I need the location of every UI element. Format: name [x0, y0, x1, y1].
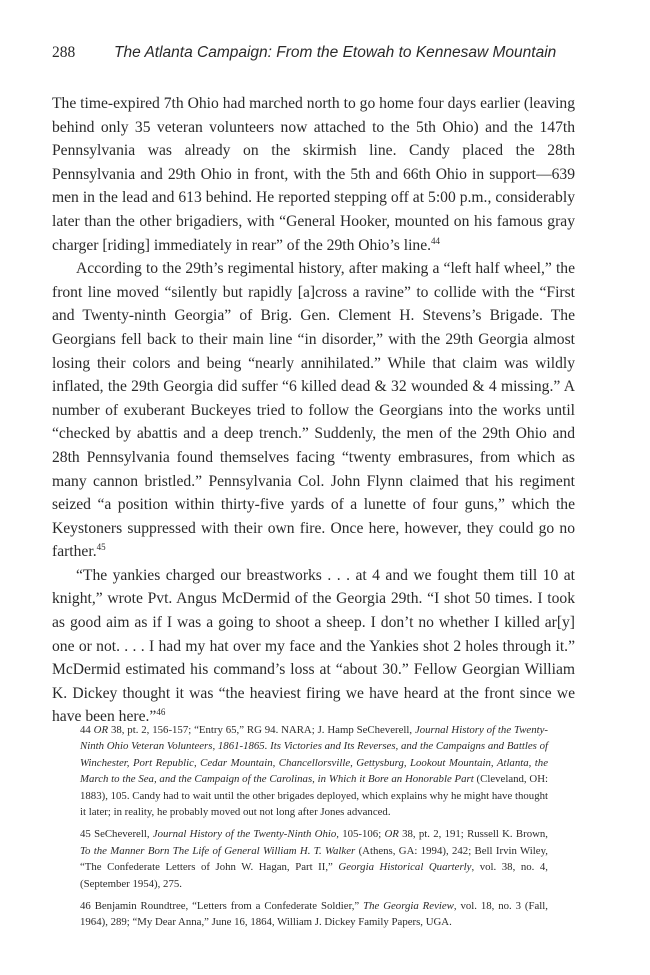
footnote-number: 44 [80, 724, 91, 736]
paragraph-2 [52, 257, 575, 564]
footnote-text: To the Manner Born The Life of General William H. T. Walker [80, 844, 356, 857]
footnote-45 [80, 826, 548, 892]
footnote-ref-45[interactable]: 45 [96, 542, 106, 553]
footnote-text: 38, pt. 2, 191; Russell K. Brown, [398, 828, 548, 841]
footnotes [80, 722, 548, 937]
footnote-text: (Cleveland, OH: 1883), 105. Candy had to wait until the other brigades deployed, which explains why he might have thought it later; in reality, he probably moved out not long after Jones advanced. [80, 773, 548, 819]
footnote-text: Journal History of the Twenty-Ninth Ohio, [152, 828, 339, 841]
footnote-ref-44[interactable]: 44 [431, 235, 441, 246]
footnote-text: , vol. 38, no. 4, (September 1954), 275. [80, 861, 548, 890]
footnote-text: SeCheverell, [94, 828, 153, 841]
footnote-number: 45 [80, 828, 91, 841]
page-number: 288 [52, 44, 76, 61]
footnote-text: (Athens, GA: 1994), 242; Bell Irvin Wiley, “The Confederate Letters of John W. Hagan, Part II,” [80, 844, 548, 874]
footnote-text: , vol. 18, no. 3 (Fall, 1964), 289; “My Dear Anna,” June 16, 1864, William J. Dickey Family Papers, UGA. [80, 900, 548, 929]
paragraph-text: According to the 29th’s regimental history, after making a “left half wheel,” the front line moved “silently but rapidly [a]cross a ravine” to collide with the “First and Twenty-ninth Georgia” of Brig. Gen. Clement H. Stevens’s Brigade. The Georgians fell back to their main line “in disorder,” with the 29th Georgia almost losing their colors and being “nearly annihilated.” While that claim was wildly inflated, the 29th Georgia did suffer “6 killed dead & 32 wounded & 4 missing.” A number of exuberant Buckeyes tried to follow the Georgians into the works until “checked by abattis and a deep trench.” Suddenly, the men of the 29th Ohio and 28th Pennsylvania found themselves facing “twenty embrasures, from which as many cannon bristled.” Pennsylvania Col. John Flynn claimed that his regiment seized “a position within thirty-five yards of a lunette of four guns,” which the Keystoners suppressed with their own fire. Once here, however, they could go no farther. [52, 260, 575, 561]
paragraph-text: The time-expired 7th Ohio had marched north to go home four days earlier (leaving behind only 35 veteran volunteers now attached to the 5th Ohio) and the 147th Pennsylvania was already on the skirmish line. Candy placed the 28th Pennsylvania and 29th Ohio in front, with the 5th and 66th Ohio in support—639 men in the lead and 613 behind. He reported stepping off at 5:00 p.m., considerably later than the other brigadiers, with “General Hooker, mounted on his famous gray charger [riding] immediately in rear” of the 29th Ohio’s line. [52, 95, 575, 254]
footnote-text: 105-106; [338, 828, 385, 841]
footnote-number: 46 [80, 900, 91, 913]
footnote-44 [80, 722, 548, 820]
footnote-text: Georgia Historical Quarterly [338, 861, 472, 874]
running-title: The Atlanta Campaign: From the Etowah to Kennesaw Mountain [114, 44, 557, 61]
body-text [52, 92, 575, 729]
paragraph-1 [52, 92, 575, 257]
footnote-text: 38, pt. 2, 156-157; “Entry 65,” RG 94. NARA; J. Hamp SeCheverell, [108, 724, 415, 736]
footnote-text: Benjamin Roundtree, “Letters from a Confederate Soldier,” [94, 900, 364, 913]
footnote-text: The Georgia Review [363, 900, 454, 913]
footnote-text: OR [384, 828, 399, 841]
paragraph-3 [52, 564, 575, 729]
footnote-text: Journal History of the Twenty-Ninth Ohio Veteran Volunteers, 1861-1865. Its Victories and Its Reverses, and the Campaigns and Battles of Winchester, Port Republic, Cedar Mountain, Chancellorsville, Gettysburg, Lookout Mountain, Atlanta, the March to the Sea, and the Campaign of the Carolinas, in Which it Bore an Honorable Part [80, 724, 548, 786]
footnote-46 [80, 898, 548, 931]
footnote-ref-46[interactable]: 46 [156, 707, 166, 718]
paragraph-text: “The yankies charged our breastworks . . . at 4 and we fought them till 10 at knight,” wrote Pvt. Angus McDermid of the Georgia 29th. “I shot 50 times. I took as good aim as if I was a going to shoot a sheep. I don’t no whether I killed ar[y] one or not. . . . I had my hat over my face and the Yankies shot 2 holes through it.” McDermid estimated his command’s loss at “about 30.” Fellow Georgian William K. Dickey thought it was “the heaviest firing we have heard at the front since we have been here.” [52, 566, 575, 726]
footnote-text: OR [93, 724, 109, 736]
